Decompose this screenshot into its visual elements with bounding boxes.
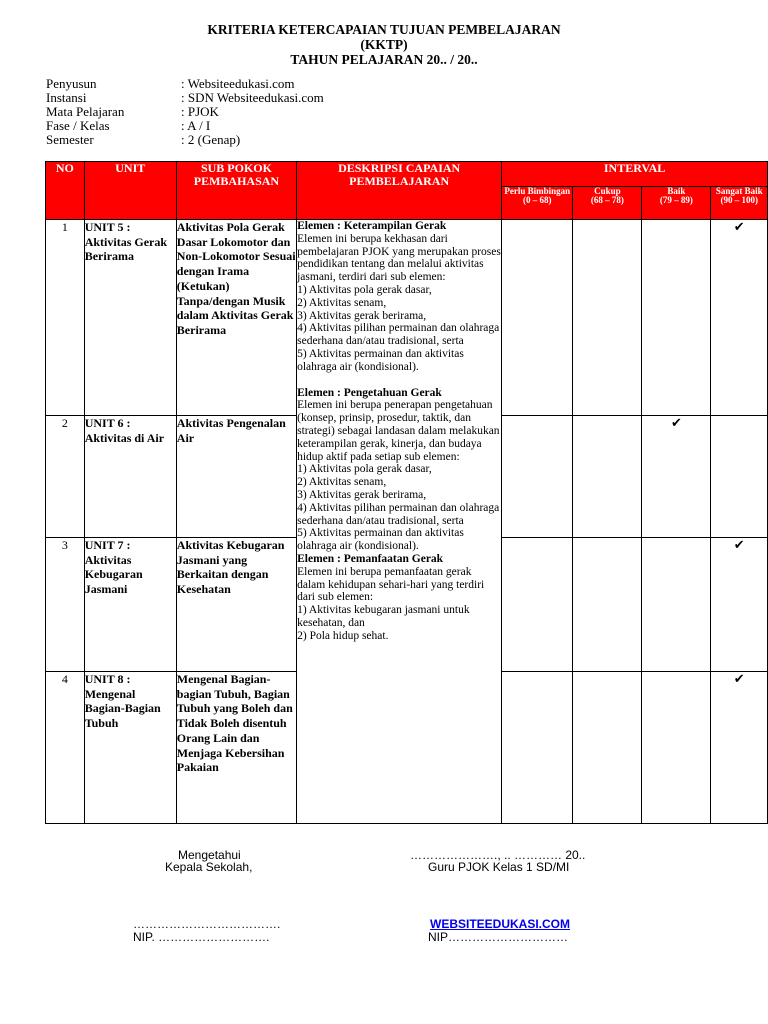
row-unit: UNIT 5 : Aktivitas Gerak Berirama — [84, 220, 176, 416]
description-cell — [297, 220, 502, 824]
check-cell — [711, 538, 768, 672]
check-mark-icon: ✔ — [733, 671, 745, 686]
row-sub-pokok: Aktivitas Pengenalan Air — [176, 416, 296, 538]
header-baik — [642, 187, 711, 220]
element-text: Elemen ini berupa kekhasan dari pembelajaran PJOK yang merupakan proses pendidikan tentang dan melalui aktivitas jasmani, terdiri dari sub elemen: — [297, 232, 501, 284]
document-title: KRITERIA KETERCAPAIAN TUJUAN PEMBELAJARAN — [207, 22, 561, 37]
meta-value: : SDN Websiteedukasi.com — [181, 90, 324, 105]
check-cell — [502, 672, 573, 824]
meta-value: : 2 (Genap) — [181, 132, 241, 147]
check-cell — [711, 220, 768, 416]
sig-date: …………………., .. ………… 20.. — [410, 848, 586, 862]
meta-row — [46, 91, 324, 105]
interval-range: (0 – 68) — [523, 195, 552, 205]
check-cell — [642, 672, 711, 824]
check-cell — [502, 416, 573, 538]
element-item: 1) Aktivitas kebugaran jasmani untuk kesehatan, dan — [297, 604, 470, 629]
table-row — [46, 220, 768, 416]
meta-row — [46, 133, 324, 147]
element-item: 3) Aktivitas gerak berirama, — [297, 488, 427, 501]
check-cell — [502, 220, 573, 416]
meta-value: : A / I — [181, 118, 211, 133]
check-mark-icon: ✔ — [670, 415, 682, 430]
check-cell — [642, 220, 711, 416]
element-text: (konsep, prinsip, prosedur, taktik, dan — [297, 412, 472, 425]
check-cell — [573, 538, 642, 672]
header-cukup — [573, 187, 642, 220]
interval-range: (68 – 78) — [590, 195, 624, 205]
document-meta — [46, 77, 324, 147]
header-sub-pokok: SUB POKOK PEMBAHASAN — [176, 162, 296, 220]
row-unit: UNIT 6 : Aktivitas di Air — [84, 416, 176, 538]
row-unit: UNIT 7 : Aktivitas Kebugaran Jasmani — [84, 538, 176, 672]
check-cell — [642, 416, 711, 538]
website-link[interactable]: WEBSITEEDUKASI.COM — [430, 917, 571, 931]
row-no: 3 — [46, 538, 85, 672]
interval-label: Perlu Bimbingan — [504, 186, 571, 196]
header-unit: UNIT — [84, 162, 176, 220]
check-cell — [573, 220, 642, 416]
element-item: 5) Aktivitas permainan dan aktivitas olahraga air (kondisional). — [297, 527, 464, 553]
check-mark-icon: ✔ — [733, 537, 745, 552]
element-heading: Elemen : Pemanfaatan Gerak — [297, 552, 444, 565]
check-cell — [573, 672, 642, 824]
header-no: NO — [46, 162, 85, 220]
row-no: 2 — [46, 416, 85, 538]
meta-label: Mata Pelajaran — [46, 104, 125, 119]
element-text: Elemen ini berupa penerapan pengetahuan — [297, 399, 493, 412]
element-item: 4) Aktivitas pilihan permainan dan olahraga sederhana dan/atau tradisional, serta — [297, 501, 500, 527]
row-no: 4 — [46, 672, 85, 824]
meta-row — [46, 105, 324, 119]
element-item: 2) Pola hidup sehat. — [297, 629, 389, 642]
check-cell — [711, 672, 768, 824]
meta-label: Fase / Kelas — [46, 118, 110, 133]
row-unit: UNIT 8 : Mengenal Bagian-Bagian Tubuh — [84, 672, 176, 824]
interval-label: Sangat Baik — [715, 186, 763, 196]
sig-mengetahui: Mengetahui — [178, 848, 241, 862]
check-cell — [711, 416, 768, 538]
element-text: strategi) sebagai landasan dalam melakukan keterampilan gerak, kinerja, dan budaya hidup aktif pada setiap sub elemen: — [297, 424, 500, 463]
interval-range: (79 – 89) — [659, 195, 693, 205]
meta-value: : PJOK — [181, 104, 219, 119]
check-cell — [573, 416, 642, 538]
kktp-table — [45, 161, 768, 824]
row-sub-pokok: Aktivitas Kebugaran Jasmani yang Berkaitan dengan Kesehatan — [176, 538, 296, 672]
header-sangat-baik — [711, 187, 768, 220]
header-perlu-bimbingan — [502, 187, 573, 220]
sig-left-name: ………………………………. — [133, 917, 281, 931]
element-item: 2) Aktivitas senam, — [297, 476, 387, 489]
meta-row — [46, 119, 324, 133]
element-item: 2) Aktivitas senam, — [297, 296, 387, 309]
check-mark-icon: ✔ — [733, 219, 745, 234]
meta-value: : Websiteedukasi.com — [181, 76, 295, 91]
interval-label: Cukup — [594, 186, 621, 196]
element-item: 5) Aktivitas permainan dan aktivitas olahraga air (kondisional). — [297, 347, 464, 373]
header-interval: INTERVAL — [502, 162, 768, 187]
element-item: 3) Aktivitas gerak berirama, — [297, 309, 427, 322]
row-sub-pokok: Aktivitas Pola Gerak Dasar Lokomotor dan Non-Lokomotor Sesuai dengan Irama (Ketukan) Tanpa/dengan Musik dalam Aktivitas Gerak Berirama — [176, 220, 296, 416]
header-deskripsi: DESKRIPSI CAPAIAN PEMBELAJARAN — [297, 162, 502, 220]
element-heading: Elemen : Keterampilan Gerak — [297, 220, 447, 232]
sig-left-nip: NIP. ………………………. — [133, 930, 270, 944]
document-subtitle: (KKTP) — [360, 37, 408, 52]
element-item: 4) Aktivitas pilihan permainan dan olahraga sederhana dan/atau tradisional, serta — [297, 322, 500, 348]
interval-label: Baik — [667, 186, 686, 196]
meta-label: Instansi — [46, 90, 87, 105]
row-no: 1 — [46, 220, 85, 416]
element-item: 1) Aktivitas pola gerak dasar, — [297, 463, 432, 476]
meta-label: Penyusun — [46, 76, 97, 91]
meta-row — [46, 77, 324, 91]
sig-kepala-sekolah: Kepala Sekolah, — [165, 860, 253, 874]
meta-label: Semester — [46, 132, 94, 147]
interval-range: (90 – 100) — [720, 195, 758, 205]
element-text: Elemen ini berupa pemanfaatan gerak dalam kehidupan sehari-hari yang terdiri dari sub elemen: — [297, 565, 485, 604]
element-heading: Elemen : Pengetahuan Gerak — [297, 386, 442, 399]
academic-year: TAHUN PELAJARAN 20.. / 20.. — [290, 52, 478, 67]
check-cell — [642, 538, 711, 672]
element-item: 1) Aktivitas pola gerak dasar, — [297, 283, 432, 296]
row-sub-pokok: Mengenal Bagian-bagian Tubuh, Bagian Tubuh yang Boleh dan Tidak Boleh disentuh Orang Lain dan Menjaga Kebersihan Pakaian — [176, 672, 296, 824]
sig-right-nip: NIP………………………… — [428, 930, 569, 944]
sig-guru-role: Guru PJOK Kelas 1 SD/MI — [428, 860, 570, 874]
check-cell — [502, 538, 573, 672]
